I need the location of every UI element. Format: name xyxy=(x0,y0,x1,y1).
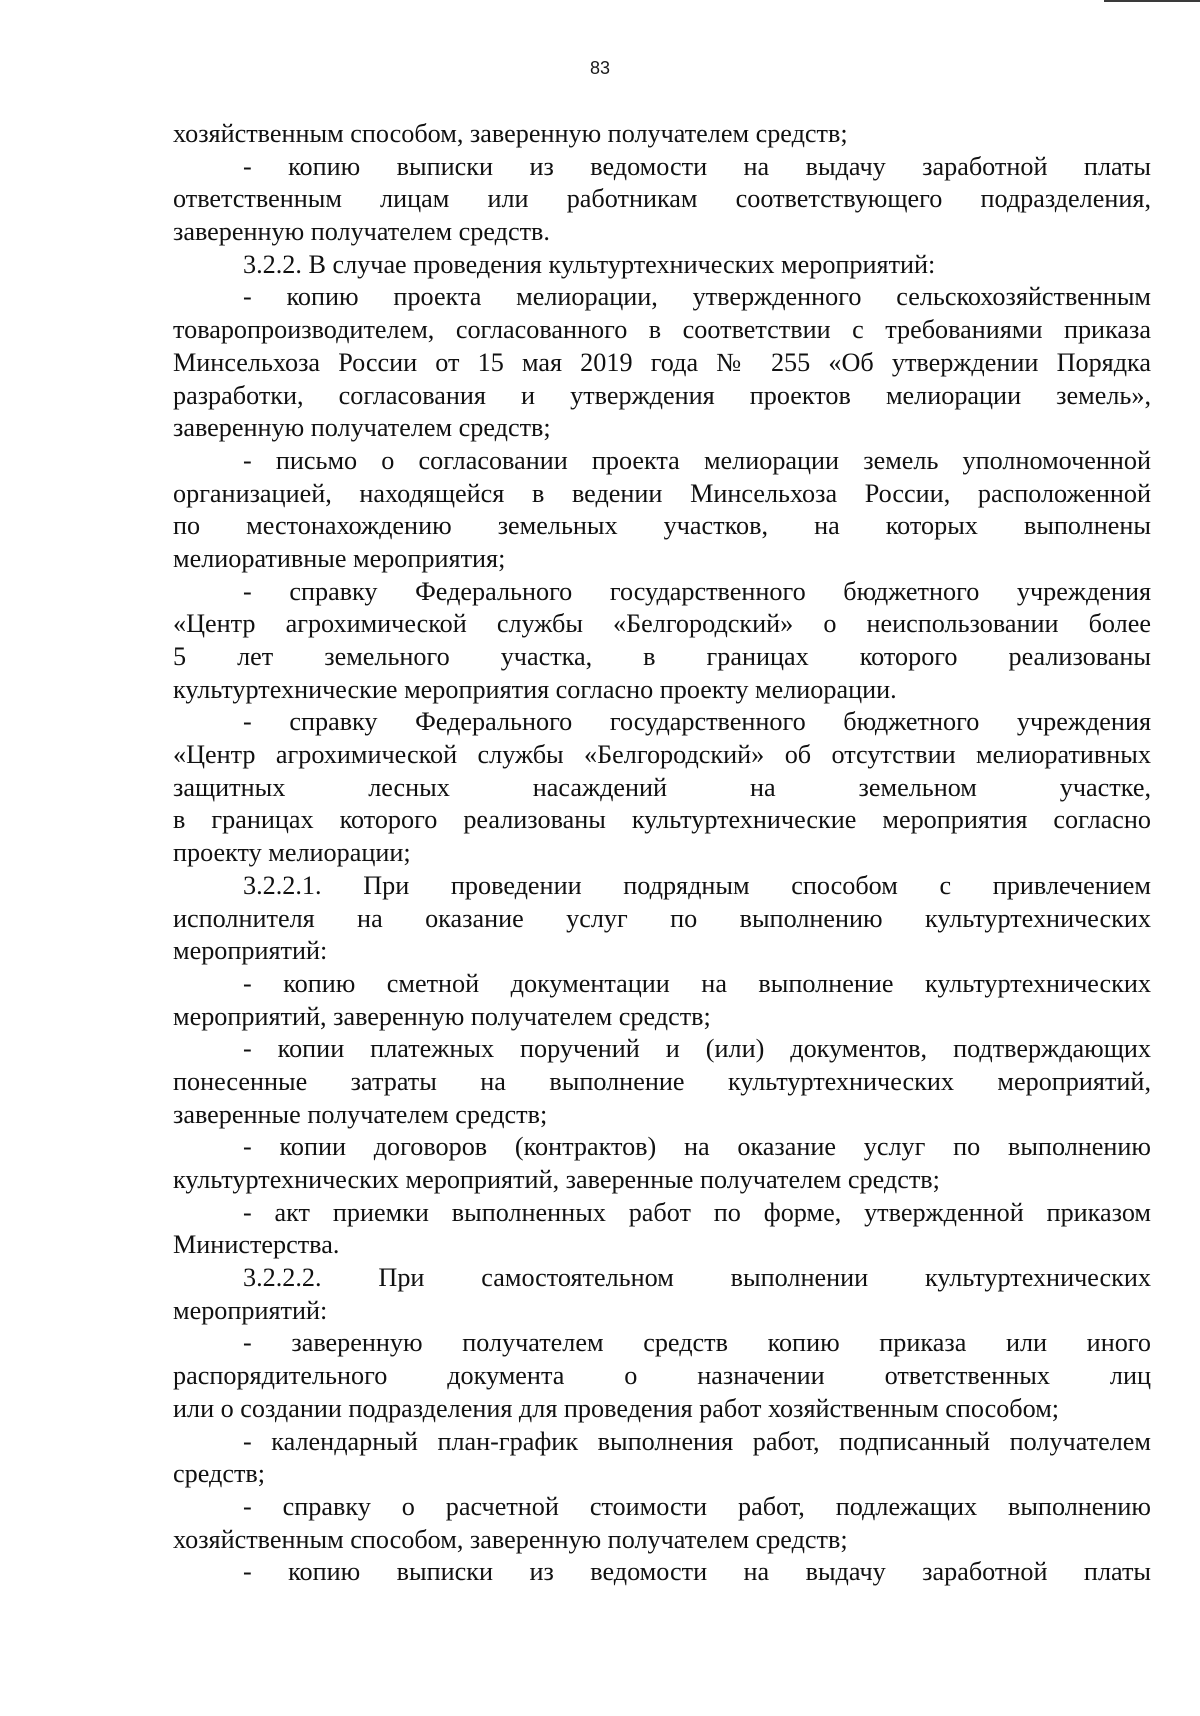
text-line: организацией, находящейся в ведении Минсельхоза России, расположенной xyxy=(173,478,1151,508)
text-line: заверенные получателем средств; xyxy=(173,1099,548,1129)
text-line: распорядительного документа о назначении ответственных лиц xyxy=(173,1361,1151,1391)
text-line: понесенные затраты на выполнение культуртехнических мероприятий, xyxy=(173,1066,1151,1096)
text-line: ответственным лицам или работникам соответствующего подразделения, xyxy=(173,184,1151,214)
text-line: - заверенную получателем средств копию приказа или иного xyxy=(243,1328,1151,1358)
text-line: средств; xyxy=(173,1459,266,1489)
text-line: хозяйственным способом, заверенную получателем средств; xyxy=(173,119,848,148)
text-line: Минсельхоза России от 15 мая 2019 года № 255 «Об утверждении Порядка xyxy=(173,347,1151,377)
text-line: - копию проекта мелиорации, утвержденного сельскохозяйственным xyxy=(243,282,1151,312)
scan-edge-line xyxy=(1104,0,1200,2)
text-line: - копию выписки из ведомости на выдачу заработной платы xyxy=(243,151,1151,181)
text-line: заверенную получателем средств. xyxy=(173,217,550,247)
text-line: 3.2.2.2. При самостоятельном выполнении культуртехнических xyxy=(243,1263,1151,1293)
text-line: товаропроизводителем, согласованного в соответствии с требованиями приказа xyxy=(173,315,1151,345)
text-line: - календарный план-график выполнения работ, подписанный получателем xyxy=(243,1426,1151,1456)
body-text xyxy=(173,118,1151,1589)
text-line: 5 лет земельного участка, в границах которого реализованы xyxy=(173,642,1151,671)
text-line: мероприятий: xyxy=(173,1295,328,1325)
text-line: - акт приемки выполненных работ по форме, утвержденной приказом xyxy=(243,1197,1151,1227)
text-line: культуртехнических мероприятий, заверенные получателем средств; xyxy=(173,1165,940,1194)
text-line: заверенную получателем средств; xyxy=(173,413,551,443)
text-line: разработки, согласования и утверждения проектов мелиорации земель», xyxy=(173,380,1151,410)
text-line: - справку о расчетной стоимости работ, подлежащих выполнению xyxy=(243,1491,1151,1521)
text-line: 3.2.2.1. При проведении подрядным способом с привлечением xyxy=(243,870,1151,900)
text-line: или о создании подразделения для проведения работ хозяйственным способом; xyxy=(173,1393,1060,1423)
text-line: - письмо о согласовании проекта мелиорации земель уполномоченной xyxy=(243,445,1151,475)
text-line: «Центр агрохимической службы «Белгородский» о неиспользовании более xyxy=(173,609,1151,639)
text-line: культуртехнические мероприятия согласно проекту мелиорации. xyxy=(173,674,897,704)
text-line: - копию сметной документации на выполнение культуртехнических xyxy=(243,968,1151,998)
text-line: защитных лесных насаждений на земельном участке, xyxy=(173,772,1151,802)
text-line: хозяйственным способом, заверенную получателем средств; xyxy=(173,1524,848,1554)
text-line: - копию выписки из ведомости на выдачу заработной платы xyxy=(243,1557,1151,1587)
text-line: - справку Федерального государственного бюджетного учреждения xyxy=(243,576,1151,606)
text-line: мелиоративные мероприятия; xyxy=(173,543,506,573)
text-line: 3.2.2. В случае проведения культуртехнических мероприятий: xyxy=(243,249,936,279)
text-line: - копии платежных поручений и (или) документов, подтверждающих xyxy=(243,1034,1151,1064)
text-line: - копии договоров (контрактов) на оказание услуг по выполнению xyxy=(243,1132,1151,1162)
text-line: в границах которого реализованы культуртехнические мероприятия согласно xyxy=(173,805,1151,835)
text-line: «Центр агрохимической службы «Белгородский» об отсутствии мелиоративных xyxy=(173,740,1151,770)
text-line: мероприятий, заверенную получателем средств; xyxy=(173,1001,711,1031)
text-line: Министерства. xyxy=(173,1230,340,1260)
text-line: - справку Федерального государственного бюджетного учреждения xyxy=(243,707,1151,737)
text-line: мероприятий: xyxy=(173,936,328,966)
text-line: проекту мелиорации; xyxy=(173,838,411,868)
text-line: по местонахождению земельных участков, на которых выполнены xyxy=(173,511,1151,541)
page-number: 83 xyxy=(589,58,611,78)
text-line: исполнителя на оказание услуг по выполнению культуртехнических xyxy=(173,903,1151,933)
